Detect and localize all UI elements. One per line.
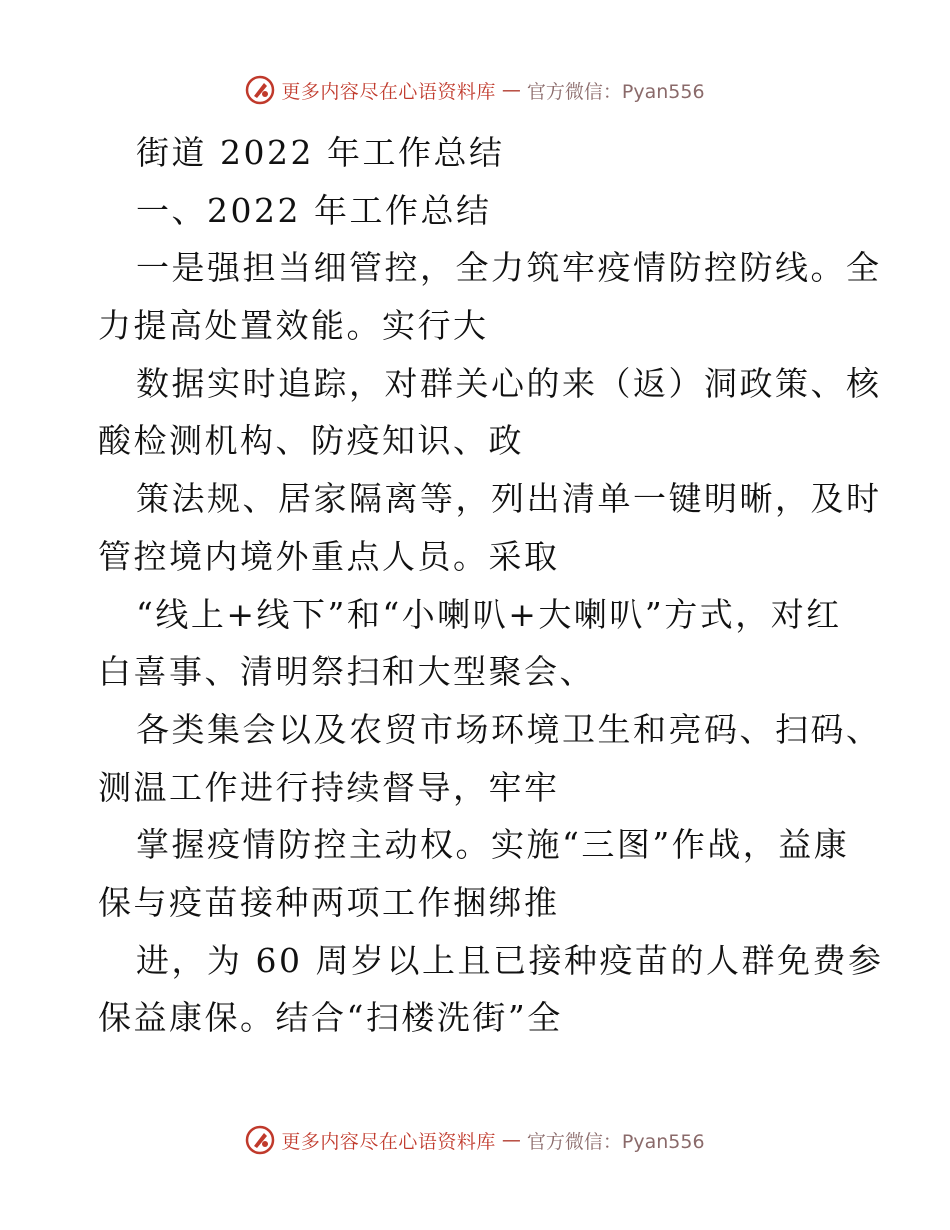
paragraph-line: 策法规、居家隔离等，列出清单一键明晰，及时 (136, 479, 882, 519)
watermark-footer (0, 1120, 950, 1160)
paragraph-line: 各类集会以及农贸市场环境卫生和亮码、扫码、 (136, 709, 882, 749)
paragraph-line: 保与疫苗接种两项工作捆绑推 (98, 882, 560, 922)
document-body (98, 124, 884, 1047)
watermark-logo-icon (245, 1125, 275, 1155)
paragraph-line: 保益康保。结合“扫楼洗街”全 (98, 998, 563, 1038)
paragraph-line: 测温工作进行持续督导，牢牢 (98, 767, 560, 807)
section-heading: 一、2022 年工作总结 (136, 190, 492, 230)
watermark-logo-icon (245, 75, 275, 105)
paragraph-line: 一是强担当细管控，全力筑牢疫情防控防线。全 (136, 248, 882, 288)
paragraph-line: 力提高处置效能。实行大 (98, 306, 489, 346)
paragraph-line: 掌握疫情防控主动权。实施“三图”作战，益康 (136, 825, 850, 865)
document-title: 街道 2022 年工作总结 (136, 133, 505, 172)
watermark-contact: 官方微信：Pyan556 (526, 1130, 705, 1153)
paragraph-line: 白喜事、清明祭扫和大型聚会、 (98, 652, 595, 692)
paragraph-line: 进，为 60 周岁以上且已接种疫苗的人群免费参 (136, 940, 884, 980)
watermark-separator: — (501, 79, 521, 101)
watermark-contact: 官方微信：Pyan556 (526, 80, 705, 103)
watermark-text: 更多内容尽在心语资料库 (281, 1130, 496, 1153)
paragraph-line: 数据实时追踪，对群关心的来（返）洞政策、核 (136, 363, 882, 403)
paragraph-line: “线上+线下”和“小喇叭+大喇叭”方式，对红 (136, 594, 842, 634)
watermark-separator: — (501, 1129, 521, 1151)
watermark-header (0, 70, 950, 110)
paragraph-line: 酸检测机构、防疫知识、政 (98, 421, 524, 461)
paragraph-line: 管控境内境外重点人员。采取 (98, 536, 560, 576)
watermark-text: 更多内容尽在心语资料库 (281, 80, 496, 103)
